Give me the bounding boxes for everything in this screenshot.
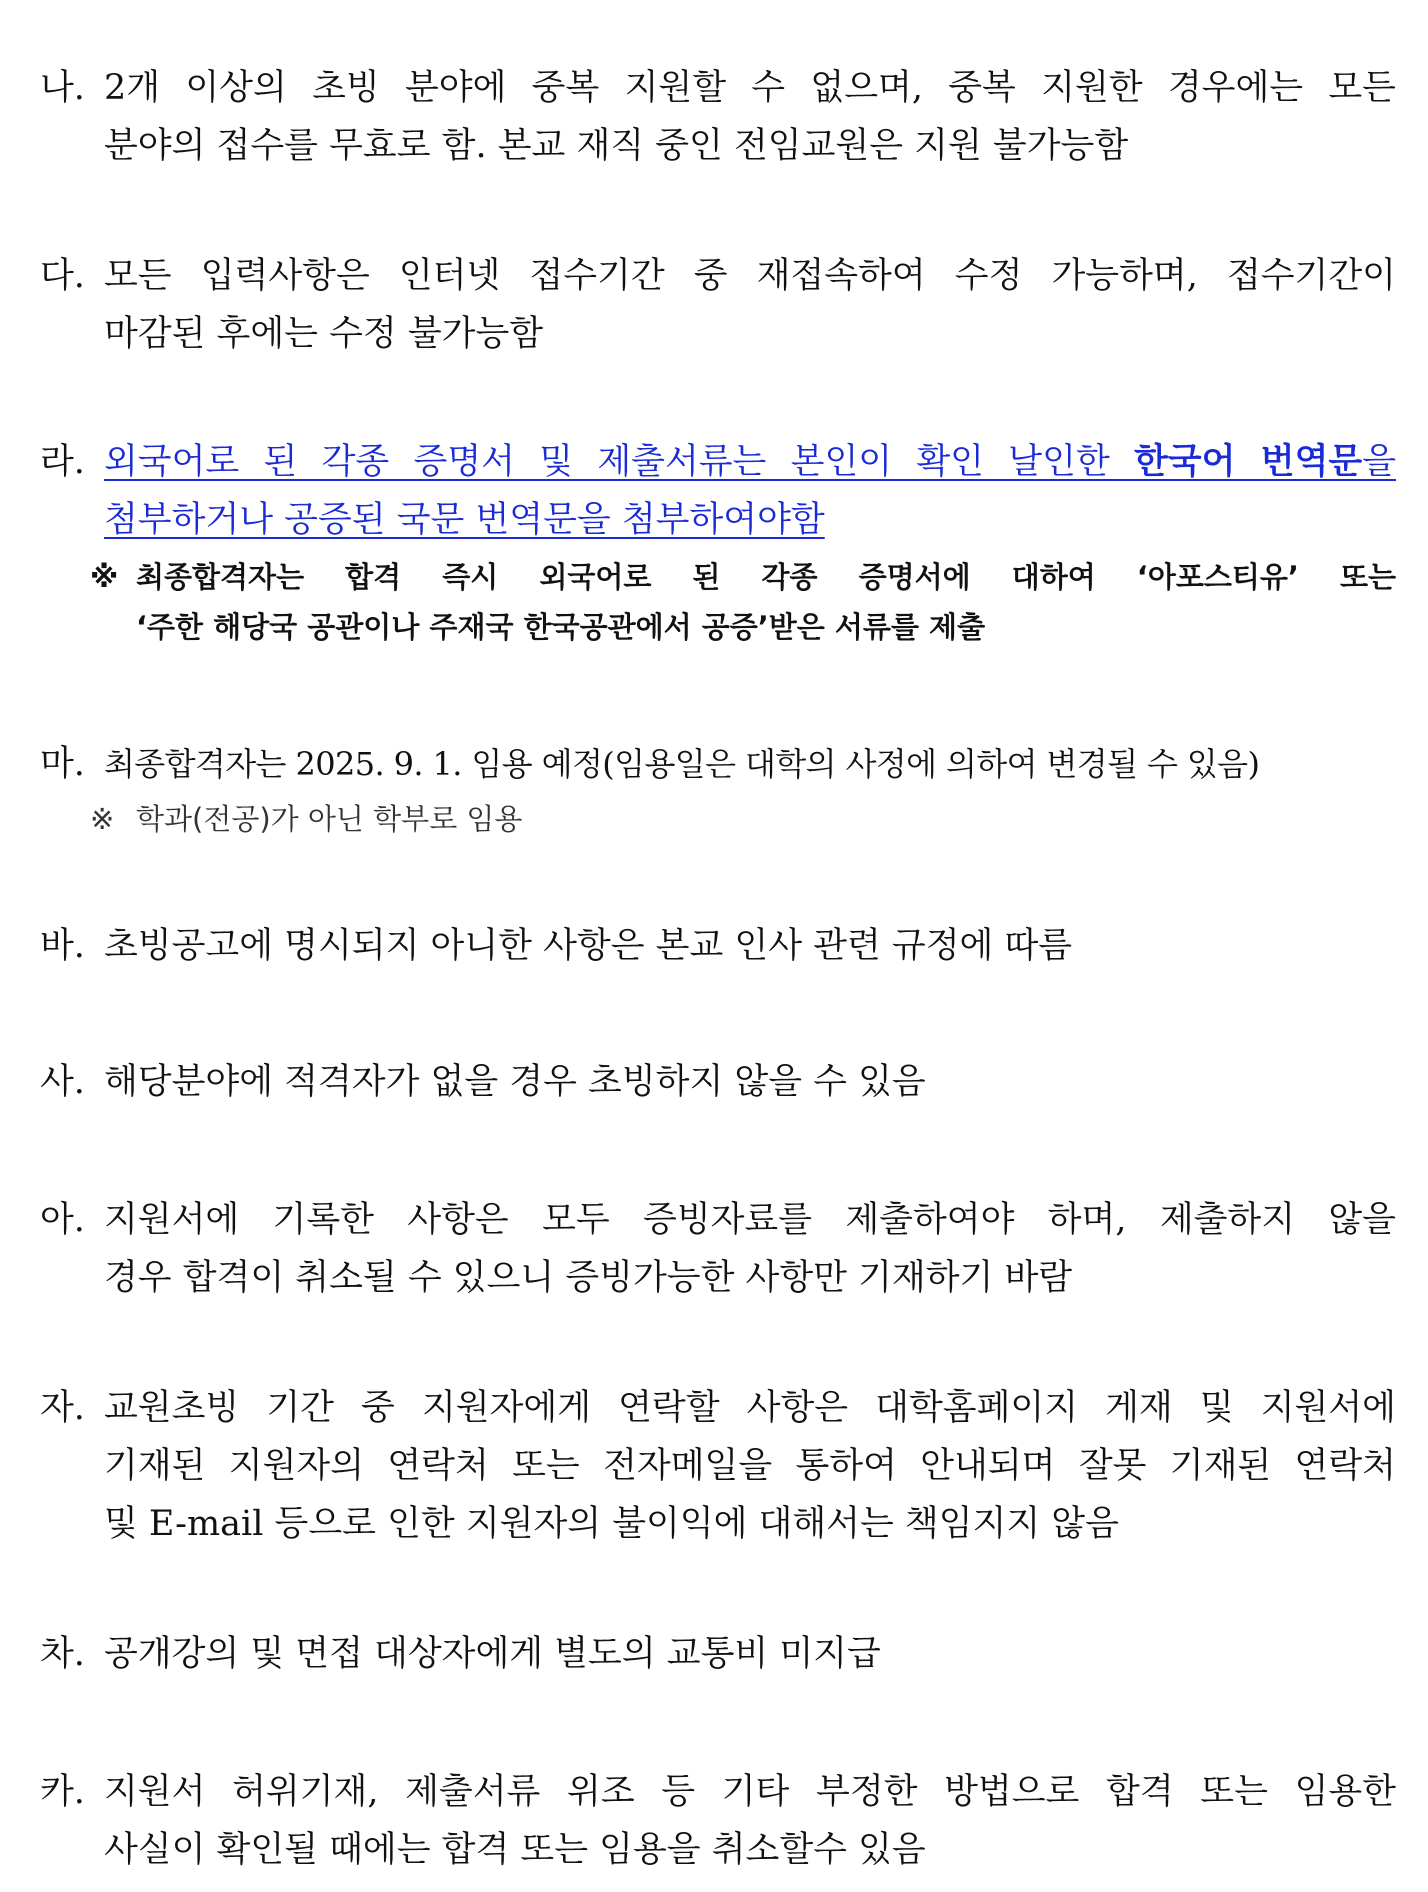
- item-marker: 바.: [40, 926, 85, 966]
- translation-notice-text: 첨부하거나 공증된 국문 번역문을 첨부하여야함: [104, 500, 825, 540]
- item-text-line: 해당분야에 적격자가 없을 경우 초빙하지 않을 수 있음: [104, 1062, 926, 1102]
- item-marker: 다.: [40, 256, 85, 296]
- item-marker: 라.: [40, 442, 85, 482]
- appointment-date-line: 최종합격자는 2025. 9. 1. 임용 예정(임용일은 대학의 사정에 의하여 변경될 수 있음): [104, 745, 1260, 783]
- item-text-line: 공개강의 및 면접 대상자에게 별도의 교통비 미지급: [104, 1634, 881, 1674]
- item-text-line: 지원서에 기록한 사항은 모두 증빙자료를 제출하여야 하며, 제출하지 않을: [104, 1200, 1396, 1240]
- item-text-line: 초빙공고에 명시되지 아니한 사항은 본교 인사 관련 규정에 따름: [104, 926, 1073, 966]
- translation-notice-line: [104, 492, 1396, 548]
- apostille-note-line: ‘주한 해당국 공관이나 주재국 한국공관에서 공증’받은 서류를 제출: [136, 610, 986, 644]
- item-marker: 차.: [40, 1634, 85, 1674]
- reference-mark-icon: ※: [90, 560, 119, 594]
- item-text-line: 마감된 후에는 수정 불가능함: [104, 314, 544, 354]
- item-text-line: 및 E-mail 등으로 인한 지원자의 불이익에 대해서는 책임지지 않음: [104, 1504, 1119, 1544]
- translation-notice-text: 외국어로 된 각종 증명서 및 제출서류는 본인이 확인 날인한: [104, 442, 1134, 482]
- item-marker: 나.: [40, 68, 85, 108]
- item-marker: 사.: [40, 1062, 85, 1102]
- item-text-line: 지원서 허위기재, 제출서류 위조 등 기타 부정한 방법으로 합격 또는 임용한: [104, 1772, 1396, 1812]
- item-text-line: 분야의 접수를 무효로 함. 본교 재직 중인 전임교원은 지원 불가능함: [104, 126, 1129, 166]
- item-text-line: 기재된 지원자의 연락처 또는 전자메일을 통하여 안내되며 잘못 기재된 연락처: [104, 1446, 1396, 1486]
- item-marker: 마.: [40, 744, 85, 784]
- translation-notice-line: [104, 434, 1396, 490]
- item-marker: 카.: [40, 1772, 85, 1812]
- item-text-line: 사실이 확인될 때에는 합격 또는 임용을 취소할수 있음: [104, 1830, 926, 1870]
- item-text-line: 모든 입력사항은 인터넷 접수기간 중 재접속하여 수정 가능하며, 접수기간이: [104, 256, 1396, 296]
- item-marker: 자.: [40, 1388, 85, 1428]
- item-text-line: 경우 합격이 취소될 수 있으니 증빙가능한 사항만 기재하기 바람: [104, 1258, 1073, 1298]
- apostille-note-line: 최종합격자는 합격 즉시 외국어로 된 각종 증명서에 대하여 ‘아포스티유’ 또는: [136, 560, 1396, 594]
- korean-translation-emphasis: 한국어 번역문: [1133, 441, 1363, 482]
- translation-notice-text: 을: [1362, 442, 1396, 482]
- item-text-line: 교원초빙 기간 중 지원자에게 연락할 사항은 대학홈페이지 게재 및 지원서에: [104, 1388, 1396, 1428]
- item-text-line: 2개 이상의 초빙 분야에 중복 지원할 수 없으며, 중복 지원한 경우에는 모든: [104, 68, 1396, 108]
- reference-mark-icon: ※: [90, 802, 115, 836]
- item-marker: 아.: [40, 1200, 85, 1240]
- department-note: 학과(전공)가 아닌 학부로 임용: [136, 802, 523, 836]
